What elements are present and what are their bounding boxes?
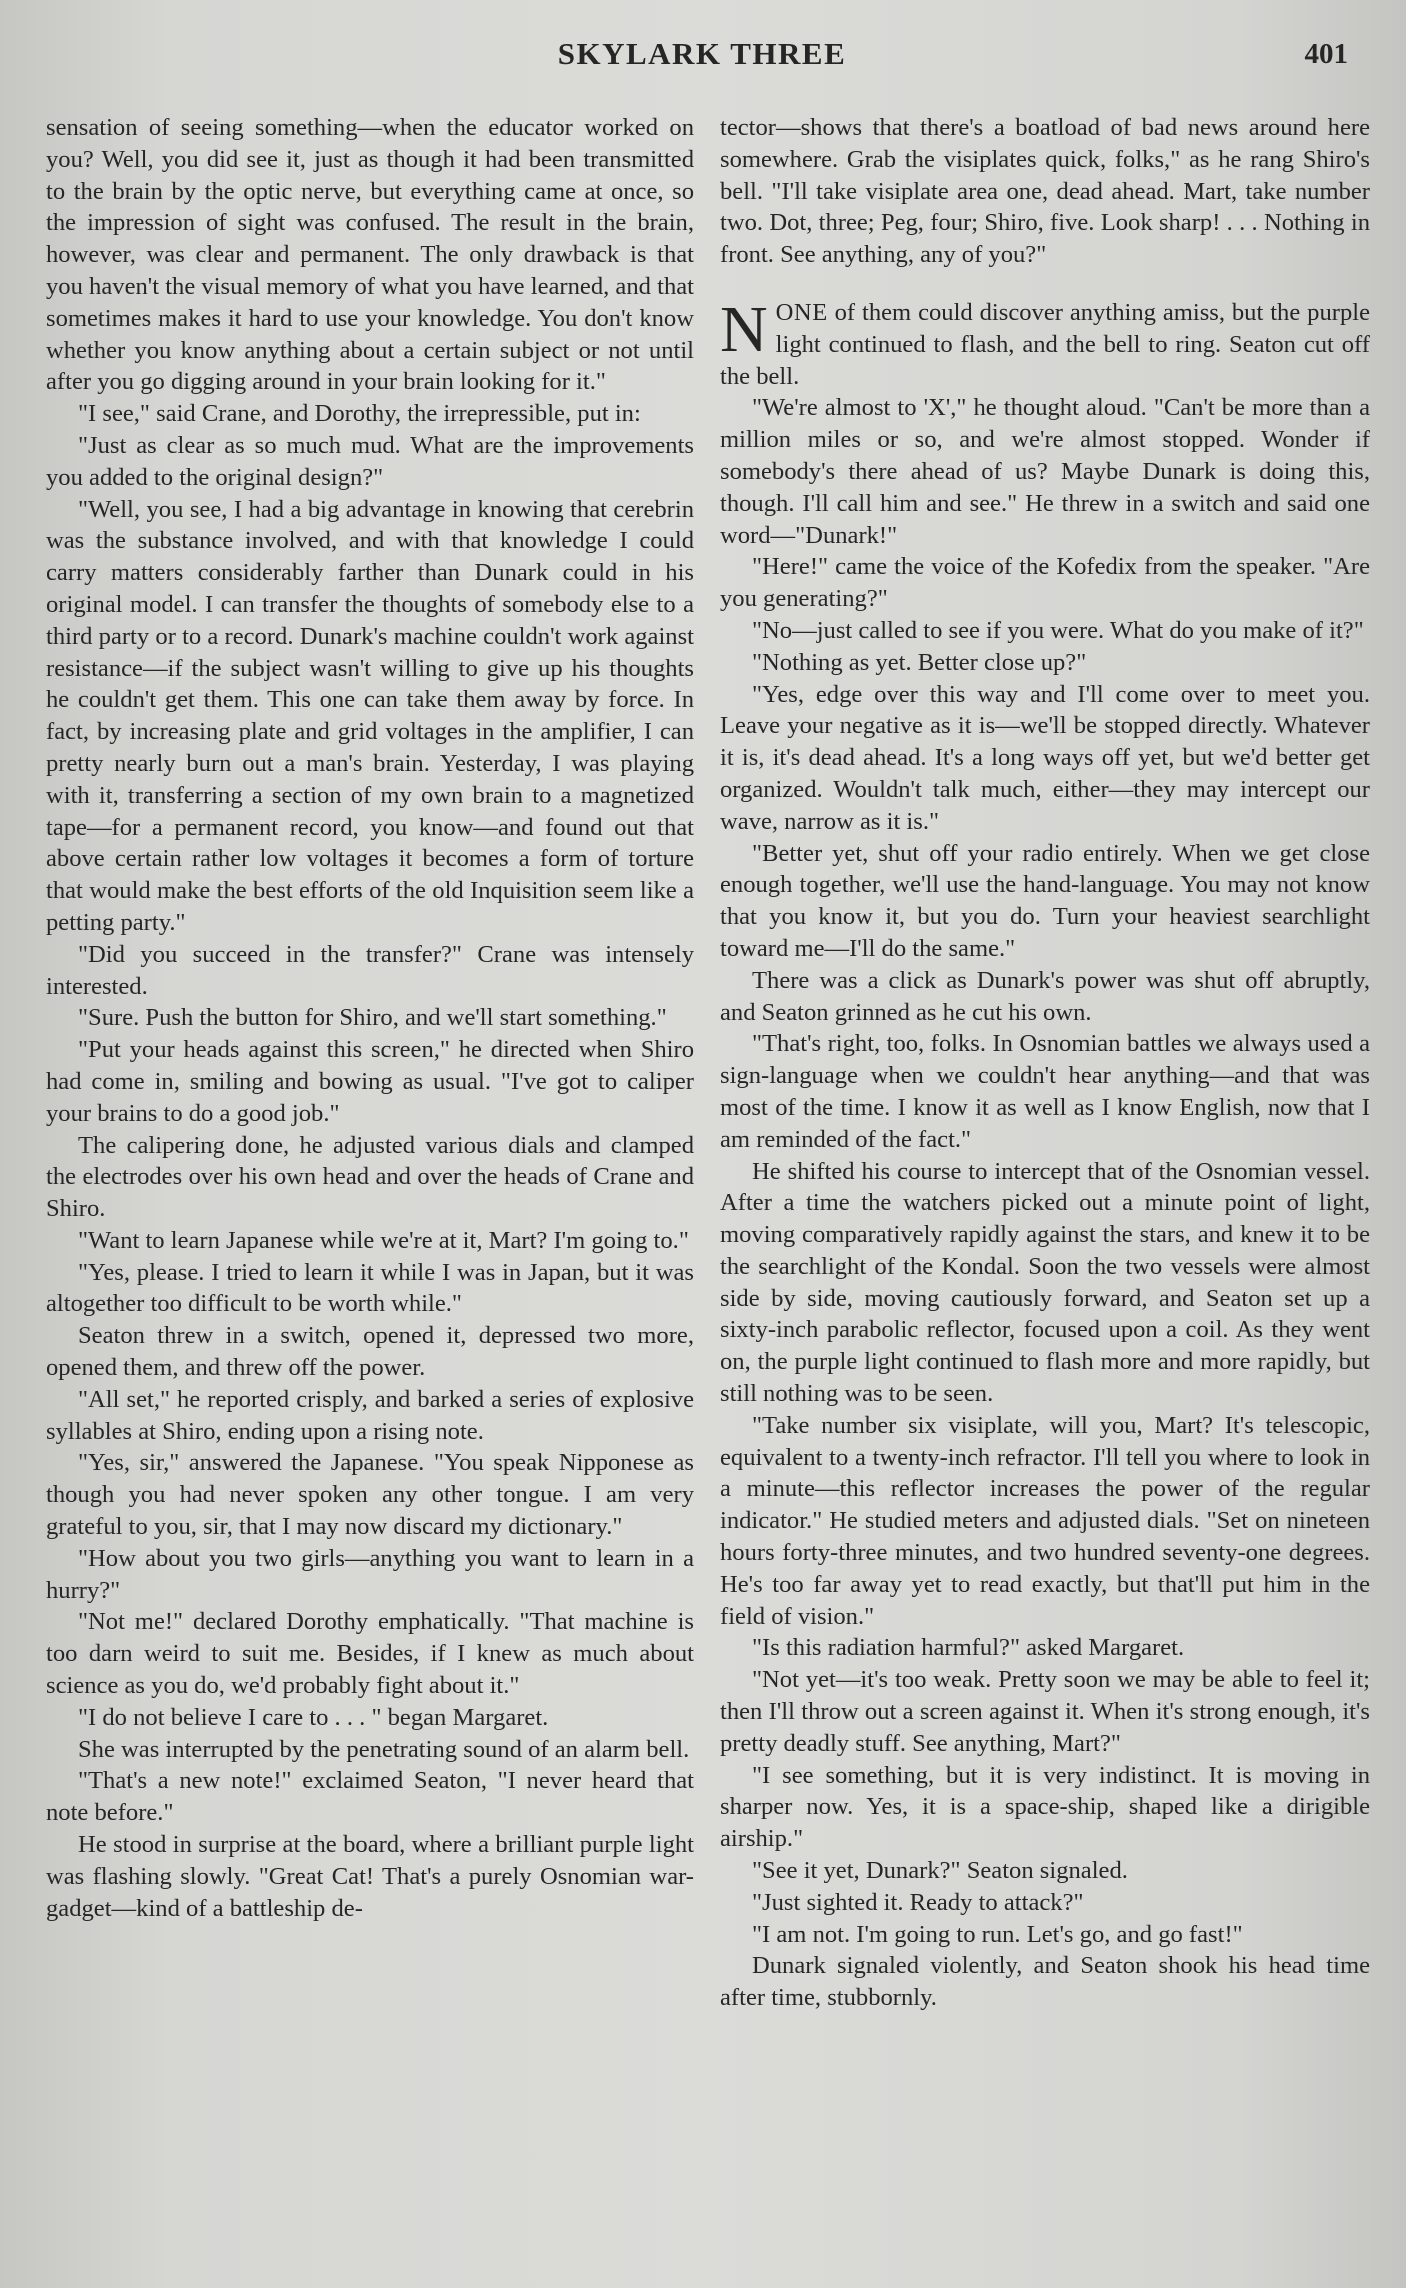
section-opening-paragraph (720, 292, 1370, 392)
paragraph: "Yes, edge over this way and I'll come over to meet you. Leave your negative as it is—we'll be stopped directly. Whatever it is, it's dead ahead. It's a long ways off yet, but we'd better get organized. Wouldn't talk much, either—they may intercept our wave, narrow as it is." (720, 680, 1370, 835)
paragraph: "Put your heads against this screen," he directed when Shiro had come in, smiling and bowing as usual. "I've got to caliper your brains to do a good job." (46, 1036, 694, 1127)
page-header (48, 36, 1356, 80)
paragraph: "Sure. Push the button for Shiro, and we'll start something." (78, 1004, 667, 1032)
paragraph: "Did you succeed in the transfer?" Crane was intensely interested. (46, 940, 694, 1000)
paragraph: She was interrupted by the penetrating sound of an alarm bell. (78, 1735, 690, 1763)
paragraph: "I see," said Crane, and Dorothy, the irrepressible, put in: (78, 400, 641, 428)
paragraph: "Here!" came the voice of the Kofedix from the speaker. "Are you generating?" (720, 553, 1370, 613)
paragraph: There was a click as Dunark's power was shut off abruptly, and Seaton grinned as he cut his own. (720, 966, 1370, 1026)
paragraph: Dunark signaled violently, and Seaton shook his head time after time, stubbornly. (720, 1952, 1370, 2012)
paragraph: "Nothing as yet. Better close up?" (752, 648, 1087, 676)
paragraph: tector—shows that there's a boatload of bad news around here somewhere. Grab the visiplates quick, folks," as he rang Shiro's bell. "I'll take visiplate area one, dead ahead. Mart, take number two. Dot, three; Peg, four; Shiro, five. Look sharp! . . . Nothing in front. See anything, any of you?" (720, 114, 1370, 269)
drop-cap: N (720, 292, 768, 366)
paragraph: "All set," he reported crisply, and barked a series of explosive syllables at Shiro, ending upon a rising note. (46, 1385, 694, 1445)
page-number: 401 (1304, 38, 1348, 70)
paragraph: "Just as clear as so much mud. What are the improvements you added to the original design?" (46, 431, 694, 491)
running-title: SKYLARK THREE (557, 36, 847, 71)
paragraph: Seaton threw in a switch, opened it, depressed two more, opened them, and threw off the power. (46, 1322, 694, 1382)
paragraph: "Just sighted it. Ready to attack?" (752, 1888, 1084, 1916)
paragraph: "Not yet—it's too weak. Pretty soon we may be able to feel it; then I'll throw out a screen against it. When it's strong enough, it's pretty deadly stuff. See anything, Mart?" (720, 1666, 1370, 1757)
paragraph: "Yes, please. I tried to learn it while I was in Japan, but it was altogether too difficult to be worth while." (46, 1258, 694, 1318)
paragraph: "No—just called to see if you were. What do you make of it?" (752, 616, 1364, 644)
paragraph: The calipering done, he adjusted various dials and clamped the electrodes over his own head and over the heads of Crane and Shiro. (46, 1131, 694, 1223)
paragraph: "I do not believe I care to . . . " began Margaret. (78, 1703, 549, 1731)
paragraph: "Want to learn Japanese while we're at it, Mart? I'm going to." (78, 1226, 689, 1254)
paragraph: "We're almost to 'X'," he thought aloud. "Can't be more than a million miles or so, and we're almost stopped. Wonder if somebody's there ahead of us? Maybe Dunark is doing this, though. I'll call him and see." He threw in a switch and said one word—"Dunark!" (720, 394, 1370, 549)
paragraph: sensation of seeing something—when the educator worked on you? Well, you did see it, just as though it had been transmitted to the brain by the optic nerve, but everything came at once, so the impression of sight was confused. The result in the brain, however, was clear and permanent. The only drawback is that you haven't the visual memory of what you have learned, and that sometimes makes it hard to use your knowledge. You don't know whether you know anything about a certain subject or not until after you go digging around in your brain looking for it." (46, 114, 694, 396)
paragraph: "That's right, too, folks. In Osnomian battles we always used a sign-language when we couldn't hear anything—and that was most of the time. I know it as well as I know English, now that I am reminded of the fact." (720, 1030, 1370, 1153)
paragraph: "That's a new note!" exclaimed Seaton, "I never heard that note before." (46, 1767, 694, 1827)
small-caps-lead: ONE (775, 298, 828, 326)
left-column (46, 112, 694, 2272)
section-opening-text: of them could discover anything amiss, but the purple light continued to flash, and the bell to ring. Seaton cut off the bell. (720, 298, 1370, 390)
paragraph: "Yes, sir," answered the Japanese. "You speak Nipponese as though you had never spoken any other tongue. I am very grateful to you, sir, that I may now discard my dictionary." (46, 1449, 694, 1541)
paragraph: "I am not. I'm going to run. Let's go, and go fast!" (752, 1920, 1243, 1948)
paragraph: "Well, you see, I had a big advantage in knowing that cerebrin was the substance involved, and with that knowledge I could carry matters considerably farther than Dunark could in his original model. I can transfer the thoughts of somebody else to a third party or to a record. Dunark's machine couldn't work against resistance—if the subject wasn't willing to give up his thoughts he couldn't get them. This one can take them away by force. In fact, by increasing plate and grid voltages in the amplifier, I can pretty nearly burn out a man's brain. Yesterday, I was playing with it, transferring a section of my own brain to a magnetized tape—for a permanent record, you know—and found out that above certain rather low voltages it becomes a form of torture that would make the best efforts of the old Inquisition seem like a petting party." (46, 495, 694, 936)
paragraph: "Take number six visiplate, will you, Mart? It's telescopic, equivalent to a twenty-inch refractor. I'll tell you where to look in a minute—this reflector increases the power of the regular indicator." He studied meters and adjusted dials. "Set on nineteen hours forty-three minutes, and two hundred seventy-one degrees. He's too far away yet to read exactly, but that'll put him in the field of vision." (720, 1411, 1370, 1630)
right-column (720, 112, 1370, 2272)
paragraph: "See it yet, Dunark?" Seaton signaled. (752, 1857, 1128, 1885)
paragraph: "Is this radiation harmful?" asked Margaret. (752, 1634, 1185, 1662)
paragraph: "How about you two girls—anything you want to learn in a hurry?" (46, 1544, 694, 1604)
paragraph: He stood in surprise at the board, where a brilliant purple light was flashing slowly. "Great Cat! That's a purely Osnomian war-gadget—kind of a battleship de- (46, 1831, 694, 1922)
paragraph: He shifted his course to intercept that of the Osnomian vessel. After a time the watchers picked out a minute point of light, moving comparatively rapidly against the stars, and knew it to be the searchlight of the Kondal. Soon the two vessels were almost side by side, moving cautiously forward, and Seaton set up a sixty-inch parabolic reflector, focused upon a coil. As they went on, the purple light continued to flash more and more rapidly, but still nothing was to be seen. (720, 1157, 1370, 1408)
paragraph: "Better yet, shut off your radio entirely. When we get close enough together, we'll use the hand-language. You may not know that you know it, but you do. Turn your heaviest searchlight toward me—I'll do the same." (720, 839, 1370, 962)
paragraph: "Not me!" declared Dorothy emphatically. "That machine is too darn weird to suit me. Besides, if I knew as much about science as you do, we'd probably fight about it." (46, 1608, 694, 1700)
paragraph: "I see something, but it is very indistinct. It is moving in sharper now. Yes, it is a space-ship, shaped like a dirigible airship." (720, 1761, 1370, 1853)
